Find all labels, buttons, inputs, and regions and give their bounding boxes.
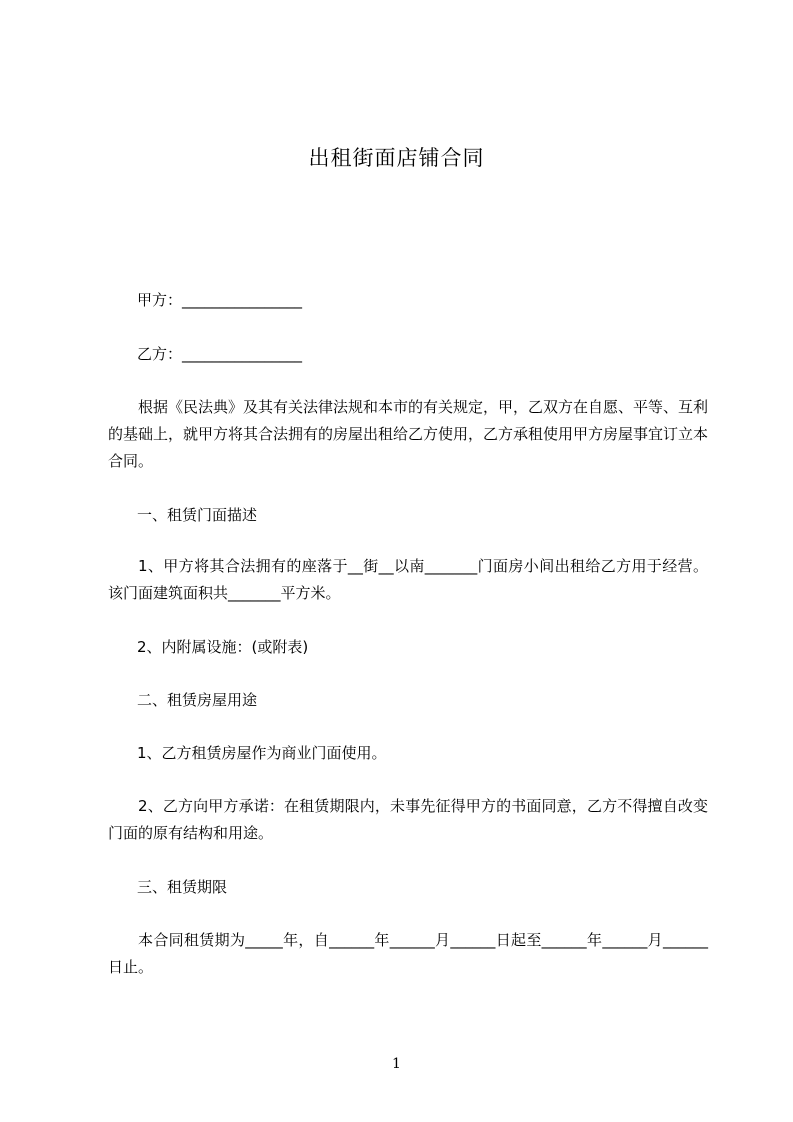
section-heading-1: 一、租赁门面描述 (137, 506, 258, 524)
section3-text: 本合同租赁期为_____年，自______年______月______日起至______年______月______日止。 (108, 931, 708, 976)
page-title: 出租街面店铺合同 (308, 146, 485, 170)
section-heading-2: 二、租赁房屋用途 (137, 691, 258, 709)
party-b-line: 乙方：________________ (137, 345, 303, 363)
intro-paragraph: 根据《民法典》及其有关法律法规和本市的有关规定，甲，乙双方在自愿、平等、互利的基础上，就甲方将其合法拥有的房屋出租给乙方使用，乙方承租使用甲方房屋事宜订立本合同。 (108, 398, 709, 470)
section1-item2: 2、内附属设施：(或附表) (137, 638, 309, 656)
page-number: 1 (392, 1056, 401, 1072)
section-heading-3: 三、租赁期限 (137, 878, 228, 896)
party-a-line: 甲方：________________ (137, 291, 303, 309)
section2-item2: 2、乙方向甲方承诺：在租赁期限内，未事先征得甲方的书面同意，乙方不得擅自改变门面的原有结构和用途。 (108, 797, 708, 842)
section1-item1: 1、甲方将其合法拥有的座落于__街__以南_______门面房小间出租给乙方用于经营。该门面建筑面积共_______平方米。 (108, 557, 708, 602)
section2-item1: 1、乙方租赁房屋作为商业门面使用。 (137, 744, 387, 762)
